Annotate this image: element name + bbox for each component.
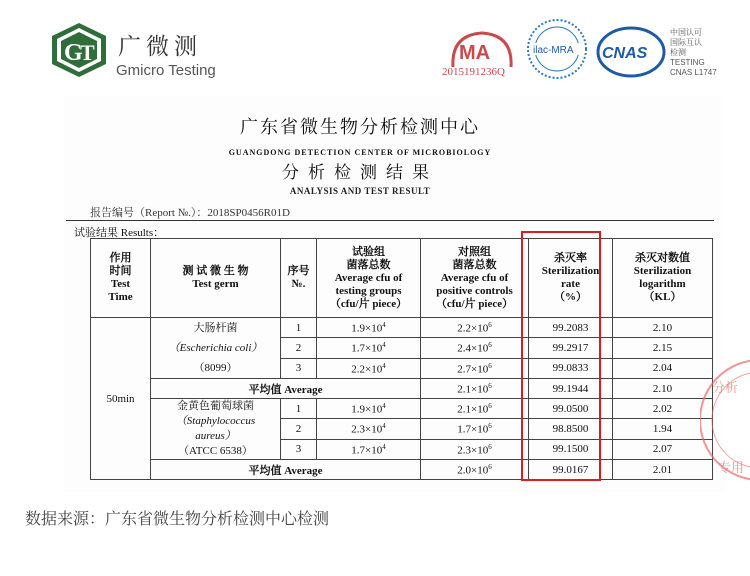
header-line: 对照组 [458,245,491,258]
ctrl-exp: 6 [488,381,492,390]
test-cell [317,419,421,439]
header-line: （cfu/片 piece） [329,297,408,310]
header-line: 作用 [109,252,132,264]
ctrl-value: 2.7×10 [457,363,489,376]
header-line: positive controls [436,284,513,297]
test-cell [317,318,421,338]
header-line: 试验组 [352,245,385,258]
average-label: 平均值 Average [151,379,421,399]
rate-cell: 98.8500 [529,419,613,439]
log-cell: 2.15 [613,338,713,358]
germ-cell-staph [151,399,281,460]
ctrl-value: 2.0×10 [457,464,489,477]
table-row [91,399,713,419]
table-row-average [91,460,713,480]
header-line: logarithm [639,278,686,290]
header-line: 时间 [109,265,132,277]
seq-cell: 1 [281,399,317,419]
test-cell [317,439,421,459]
seq-cell: 2 [281,419,317,439]
test-cell [317,399,421,419]
seq-cell: 3 [281,439,317,459]
cnas-line: 国际互认 [670,38,702,47]
header-bar [0,0,750,100]
ctrl-cell [421,439,529,459]
test-exp: 4 [382,422,386,431]
ctrl-exp: 6 [488,401,492,410]
rate-cell: 99.1500 [529,439,613,459]
source-caption: 数据来源：广东省微生物分析检测中心检测 [25,509,330,528]
header-line: rate [561,278,580,290]
brand-name-en: Gmicro Testing [116,62,216,79]
rate-cell: 99.0833 [529,358,613,378]
header-line: 杀灭对数值 [635,252,690,264]
red-seal-stamp [700,350,750,490]
ctrl-cell [421,419,529,439]
ctrl-value: 2.1×10 [457,403,489,416]
doc-subtitle-cn: 分析检测结果 [282,163,438,182]
ctrl-cell [421,318,529,338]
germ-line: （ATCC 6538） [178,445,253,457]
ctrl-value: 2.4×10 [457,342,489,355]
header-line: 序号 [287,265,310,277]
ctrl-exp: 6 [488,320,492,329]
svg-text:MA: MA [459,42,491,64]
doc-title-en: GUANGDONG DETECTION CENTER OF MICROBIOLOGY [228,148,492,157]
cnas-cert-icon [596,26,666,78]
svg-text:CNAS: CNAS [602,45,648,62]
ctrl-exp: 6 [488,341,492,350]
test-cell [317,338,421,358]
seq-cell: 1 [281,318,317,338]
germ-line: （8099） [193,362,238,374]
svg-text:G: G [64,40,83,66]
header-line: Sterilization [541,265,600,277]
test-value: 2.3×10 [351,423,383,436]
rate-cell: 99.1944 [529,379,613,399]
test-value: 2.2×10 [351,363,383,376]
col-header-germ [151,239,281,318]
table-row-average [91,379,713,399]
divider [66,220,714,221]
ctrl-cell [421,379,529,399]
germ-line: aureus） [195,430,236,442]
cnas-line: TESTING [670,58,705,67]
ilac-mra-icon [526,18,588,80]
test-exp: 4 [382,442,386,451]
header-line: 杀灭率 [554,252,587,264]
svg-text:T: T [80,40,95,65]
cnas-line: 检测 [670,48,686,57]
log-cell: 2.07 [613,439,713,459]
ctrl-cell [421,399,529,419]
germ-line: （Staphylococcus [175,415,256,427]
test-exp: 4 [382,320,386,329]
cma-code: 2015191236Q [442,66,505,78]
col-header-seq [281,239,317,318]
ctrl-value: 2.2×10 [457,322,489,335]
header-line: №. [291,278,306,290]
log-cell: 2.04 [613,358,713,378]
germ-line: 大肠杆菌 [193,322,238,334]
gmicro-logo-icon [50,22,108,78]
ctrl-exp: 6 [488,361,492,370]
ctrl-exp: 6 [488,442,492,451]
test-exp: 4 [382,361,386,370]
doc-subtitle-en: ANALYSIS AND TEST RESULT [289,186,431,196]
header-line: Time [108,291,133,303]
header-line: Test [110,278,131,290]
ctrl-cell [421,460,529,480]
rate-cell: 99.2083 [529,318,613,338]
header-line: （cfu/片 piece） [435,297,514,310]
seq-cell: 2 [281,338,317,358]
test-value: 1.9×10 [351,403,383,416]
log-cell: 2.01 [613,460,713,480]
ctrl-cell [421,358,529,378]
rate-cell: 99.2917 [529,338,613,358]
germ-line: 金黄色葡萄球菌 [177,400,254,412]
header-line: Sterilization [633,265,692,277]
header-line: Test germ [192,278,239,290]
time-cell: 50min [91,318,151,480]
ctrl-cell [421,338,529,358]
svg-text:专用: 专用 [718,461,745,476]
header-line: （%） [554,291,587,303]
table-row [91,318,713,338]
cnas-line: 中国认可 [670,28,702,37]
header-line: Average cfu of [440,271,509,284]
header-line: Average cfu of [334,271,403,284]
ctrl-value: 2.1×10 [457,383,489,396]
average-label: 平均值 Average [151,460,421,480]
test-value: 1.7×10 [351,342,383,355]
svg-text:分析: 分析 [712,381,739,396]
germ-line: （Escherichia coli） [168,342,263,354]
log-cell: 1.94 [613,419,713,439]
header-line: 测 试 微 生 物 [182,265,249,277]
rate-cell: 99.0500 [529,399,613,419]
doc-title-cn: 广东省微生物分析检测中心 [240,117,480,137]
brand-name-cn: 广微测 [118,34,202,60]
ctrl-value: 2.3×10 [457,444,489,457]
svg-text:ilac-MRA: ilac-MRA [533,45,574,56]
cnas-cert-text [670,28,717,78]
col-header-test-group [317,239,421,318]
col-header-control [421,239,529,318]
header-line: 菌落总数 [452,258,497,271]
log-cell: 2.10 [613,379,713,399]
cnas-line: CNAS L1747 [670,68,717,77]
seq-cell: 3 [281,358,317,378]
ctrl-exp: 6 [488,462,492,471]
col-header-time [91,239,151,318]
germ-cell-ecoli [151,318,281,379]
table-header-row [91,239,713,318]
test-exp: 4 [382,341,386,350]
test-value: 1.9×10 [351,322,383,335]
test-cell [317,358,421,378]
test-exp: 4 [382,401,386,410]
results-table [90,238,713,480]
log-cell: 2.10 [613,318,713,338]
header-line: testing groups [335,284,402,297]
header-line: 菌落总数 [346,258,391,271]
log-cell: 2.02 [613,399,713,419]
rate-highlight-box [521,231,601,481]
rate-cell: 99.0167 [529,460,613,480]
header-line: （KL） [643,291,682,303]
ctrl-exp: 6 [488,422,492,431]
test-value: 1.7×10 [351,444,383,457]
ctrl-value: 1.7×10 [457,423,489,436]
col-header-log [613,239,713,318]
results-label: 试验结果 Results： [74,227,165,239]
report-number: 报告编号（Report №.）：2018SP0456R01D [90,207,290,219]
